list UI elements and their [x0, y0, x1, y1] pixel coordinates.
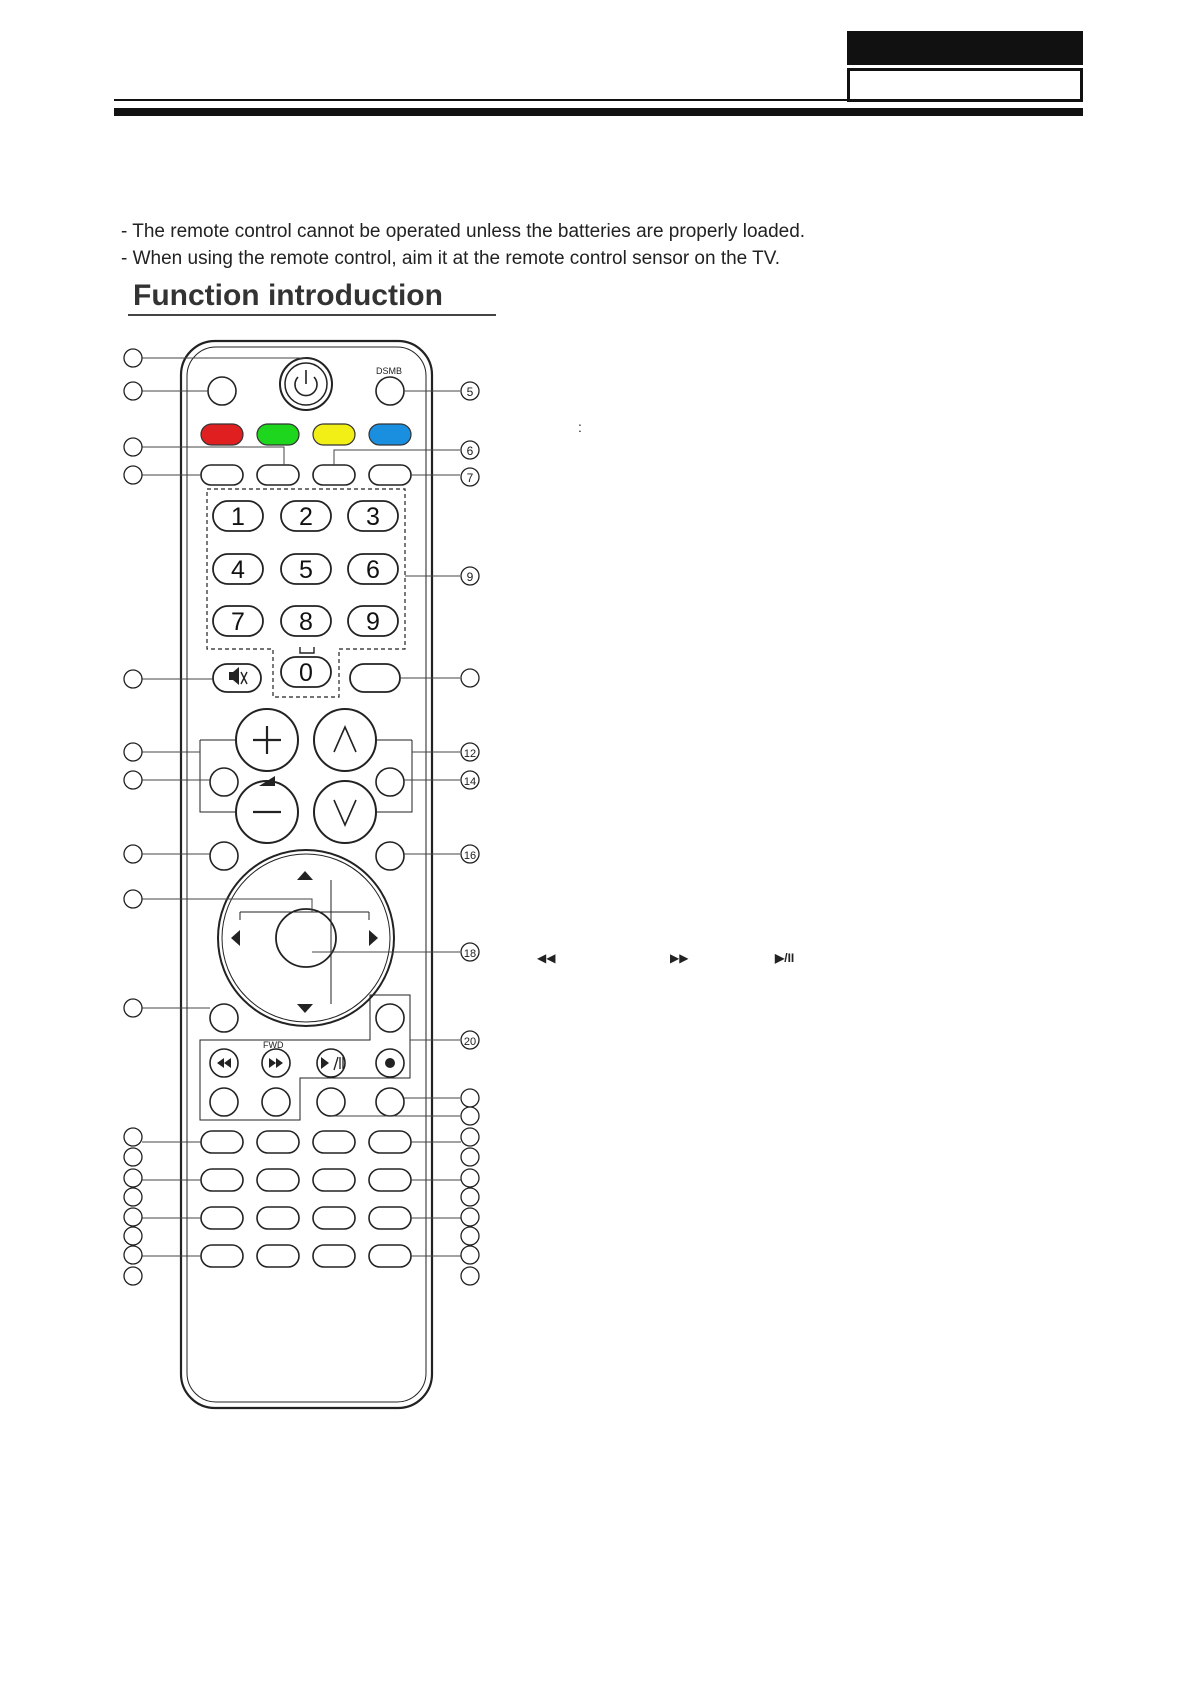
chevron-up-icon — [334, 727, 356, 752]
small-round-button[interactable] — [376, 768, 404, 796]
callout-marker — [461, 1148, 479, 1166]
oval-button[interactable] — [201, 1245, 243, 1267]
legend-fast-forward-symbol: ▶▶ — [670, 951, 689, 965]
callout-5: 5 — [466, 385, 474, 399]
oval-button[interactable] — [201, 1207, 243, 1229]
oval-button[interactable] — [313, 1131, 355, 1153]
blue-key[interactable] — [369, 424, 411, 445]
oval-button[interactable] — [201, 465, 243, 485]
number-key-label: 0 — [299, 659, 313, 687]
number-key-6[interactable] — [348, 554, 398, 584]
red-key[interactable] — [201, 424, 243, 445]
number-key-label: 2 — [299, 503, 313, 531]
number-key-label: 1 — [231, 503, 245, 531]
oval-button[interactable] — [257, 1131, 299, 1153]
note-line: - The remote control cannot be operated unless the batteries are properly loaded. — [121, 221, 806, 242]
callout-marker — [461, 669, 479, 687]
small-round-button[interactable] — [210, 1004, 238, 1032]
small-round-button[interactable] — [210, 842, 238, 870]
number-key-label: 4 — [231, 556, 245, 584]
oval-button[interactable] — [369, 1131, 411, 1153]
number-key-label: 8 — [299, 608, 313, 636]
number-key-3[interactable] — [348, 501, 398, 531]
oval-button[interactable] — [257, 465, 299, 485]
number-key-label: 3 — [366, 503, 380, 531]
legend-rewind-symbol: ◀◀ — [537, 951, 556, 965]
small-round-button[interactable] — [317, 1088, 345, 1116]
number-key-7[interactable] — [213, 606, 263, 636]
small-round-button[interactable] — [210, 768, 238, 796]
callout-marker — [461, 1246, 479, 1264]
arrow-down-icon — [297, 1004, 313, 1013]
number-key-4[interactable] — [213, 554, 263, 584]
arrow-up-icon — [297, 871, 313, 880]
green-key[interactable] — [257, 424, 299, 445]
callout-16: 16 — [463, 850, 477, 862]
number-keys — [213, 501, 398, 687]
top-left-button[interactable] — [208, 377, 236, 405]
oval-button[interactable] — [313, 1207, 355, 1229]
callout-marker — [461, 1208, 479, 1226]
number-key-label: 9 — [366, 608, 380, 636]
yellow-key[interactable] — [313, 424, 355, 445]
number-key-5[interactable] — [281, 554, 331, 584]
callout-marker — [461, 1188, 479, 1206]
small-round-button[interactable] — [262, 1088, 290, 1116]
callout-marker — [124, 743, 142, 761]
oval-button[interactable] — [313, 1245, 355, 1267]
callout-marker — [124, 1188, 142, 1206]
bottom-button-grid — [201, 1131, 411, 1267]
number-key-9[interactable] — [348, 606, 398, 636]
leader-lines — [140, 358, 461, 1256]
channel-up-button[interactable] — [314, 709, 376, 771]
oval-button[interactable] — [369, 1169, 411, 1191]
callout-9: 9 — [466, 570, 474, 584]
space-icon — [300, 647, 314, 653]
arrow-left-icon — [231, 930, 240, 946]
oval-button[interactable] — [257, 1245, 299, 1267]
callout-marker — [124, 349, 142, 367]
mute-icon — [229, 667, 239, 685]
callout-6: 6 — [466, 444, 474, 458]
oval-button[interactable] — [313, 1169, 355, 1191]
rewind-icon — [217, 1058, 231, 1068]
callout-7: 7 — [466, 471, 474, 485]
oval-button[interactable] — [369, 1245, 411, 1267]
transport-frame — [200, 995, 410, 1120]
callout-marker — [124, 1148, 142, 1166]
arrow-right-icon — [369, 930, 378, 946]
callout-marker — [124, 890, 142, 908]
plus-icon — [253, 726, 281, 754]
callout-marker — [124, 999, 142, 1017]
channel-down-button[interactable] — [314, 781, 376, 843]
callout-marker — [124, 1208, 142, 1226]
small-round-button[interactable] — [376, 1004, 404, 1032]
left-callouts — [124, 349, 142, 1285]
chevron-down-icon — [334, 800, 356, 825]
number-key-0[interactable] — [281, 657, 331, 687]
dsmb-label: DSMB — [376, 366, 403, 376]
legend-play-pause-symbol: ▶/II — [775, 951, 795, 965]
number-key-1[interactable] — [213, 501, 263, 531]
play-pause-icon — [321, 1057, 329, 1069]
oval-button[interactable] — [201, 1169, 243, 1191]
note-line: - When using the remote control, aim it at the remote control sensor on the TV. — [121, 248, 780, 269]
callout-marker — [124, 382, 142, 400]
callout-12: 12 — [463, 748, 477, 760]
callout-marker — [461, 1267, 479, 1285]
section-title: Function introduction — [133, 279, 443, 312]
small-round-button[interactable] — [210, 1088, 238, 1116]
legend-colon: : — [578, 419, 582, 435]
record-icon — [385, 1058, 395, 1068]
color-keys — [201, 424, 411, 445]
callout-marker — [124, 771, 142, 789]
number-key-label: 5 — [299, 556, 313, 584]
callout-20: 20 — [463, 1036, 477, 1048]
oval-button-right[interactable] — [350, 664, 400, 692]
oval-button[interactable] — [369, 1207, 411, 1229]
callout-marker — [124, 466, 142, 484]
callout-18: 18 — [463, 948, 477, 960]
callout-marker — [124, 670, 142, 688]
callout-marker — [461, 1169, 479, 1187]
number-key-2[interactable] — [281, 501, 331, 531]
callout-marker — [124, 1169, 142, 1187]
callout-marker — [124, 1246, 142, 1264]
number-key-8[interactable] — [281, 606, 331, 636]
callout-marker — [461, 1089, 479, 1107]
callout-marker — [461, 1107, 479, 1125]
callout-marker — [461, 1227, 479, 1245]
dsmb-button[interactable] — [376, 377, 404, 405]
oval-button[interactable] — [257, 1207, 299, 1229]
callout-marker — [124, 845, 142, 863]
callout-marker — [124, 1128, 142, 1146]
oval-button[interactable] — [257, 1169, 299, 1191]
callout-marker — [124, 438, 142, 456]
fwd-label: FWD — [263, 1040, 284, 1050]
oval-button[interactable] — [369, 465, 411, 485]
callout-marker — [124, 1267, 142, 1285]
small-round-button[interactable] — [376, 1088, 404, 1116]
number-key-label: 6 — [366, 556, 380, 584]
small-round-button[interactable] — [376, 842, 404, 870]
fast-forward-icon — [269, 1058, 283, 1068]
ok-button[interactable] — [276, 909, 336, 967]
number-key-label: 7 — [231, 608, 245, 636]
oval-button[interactable] — [313, 465, 355, 485]
oval-button[interactable] — [201, 1131, 243, 1153]
callout-14: 14 — [463, 776, 477, 788]
callout-marker — [124, 1227, 142, 1245]
callout-marker — [461, 1128, 479, 1146]
